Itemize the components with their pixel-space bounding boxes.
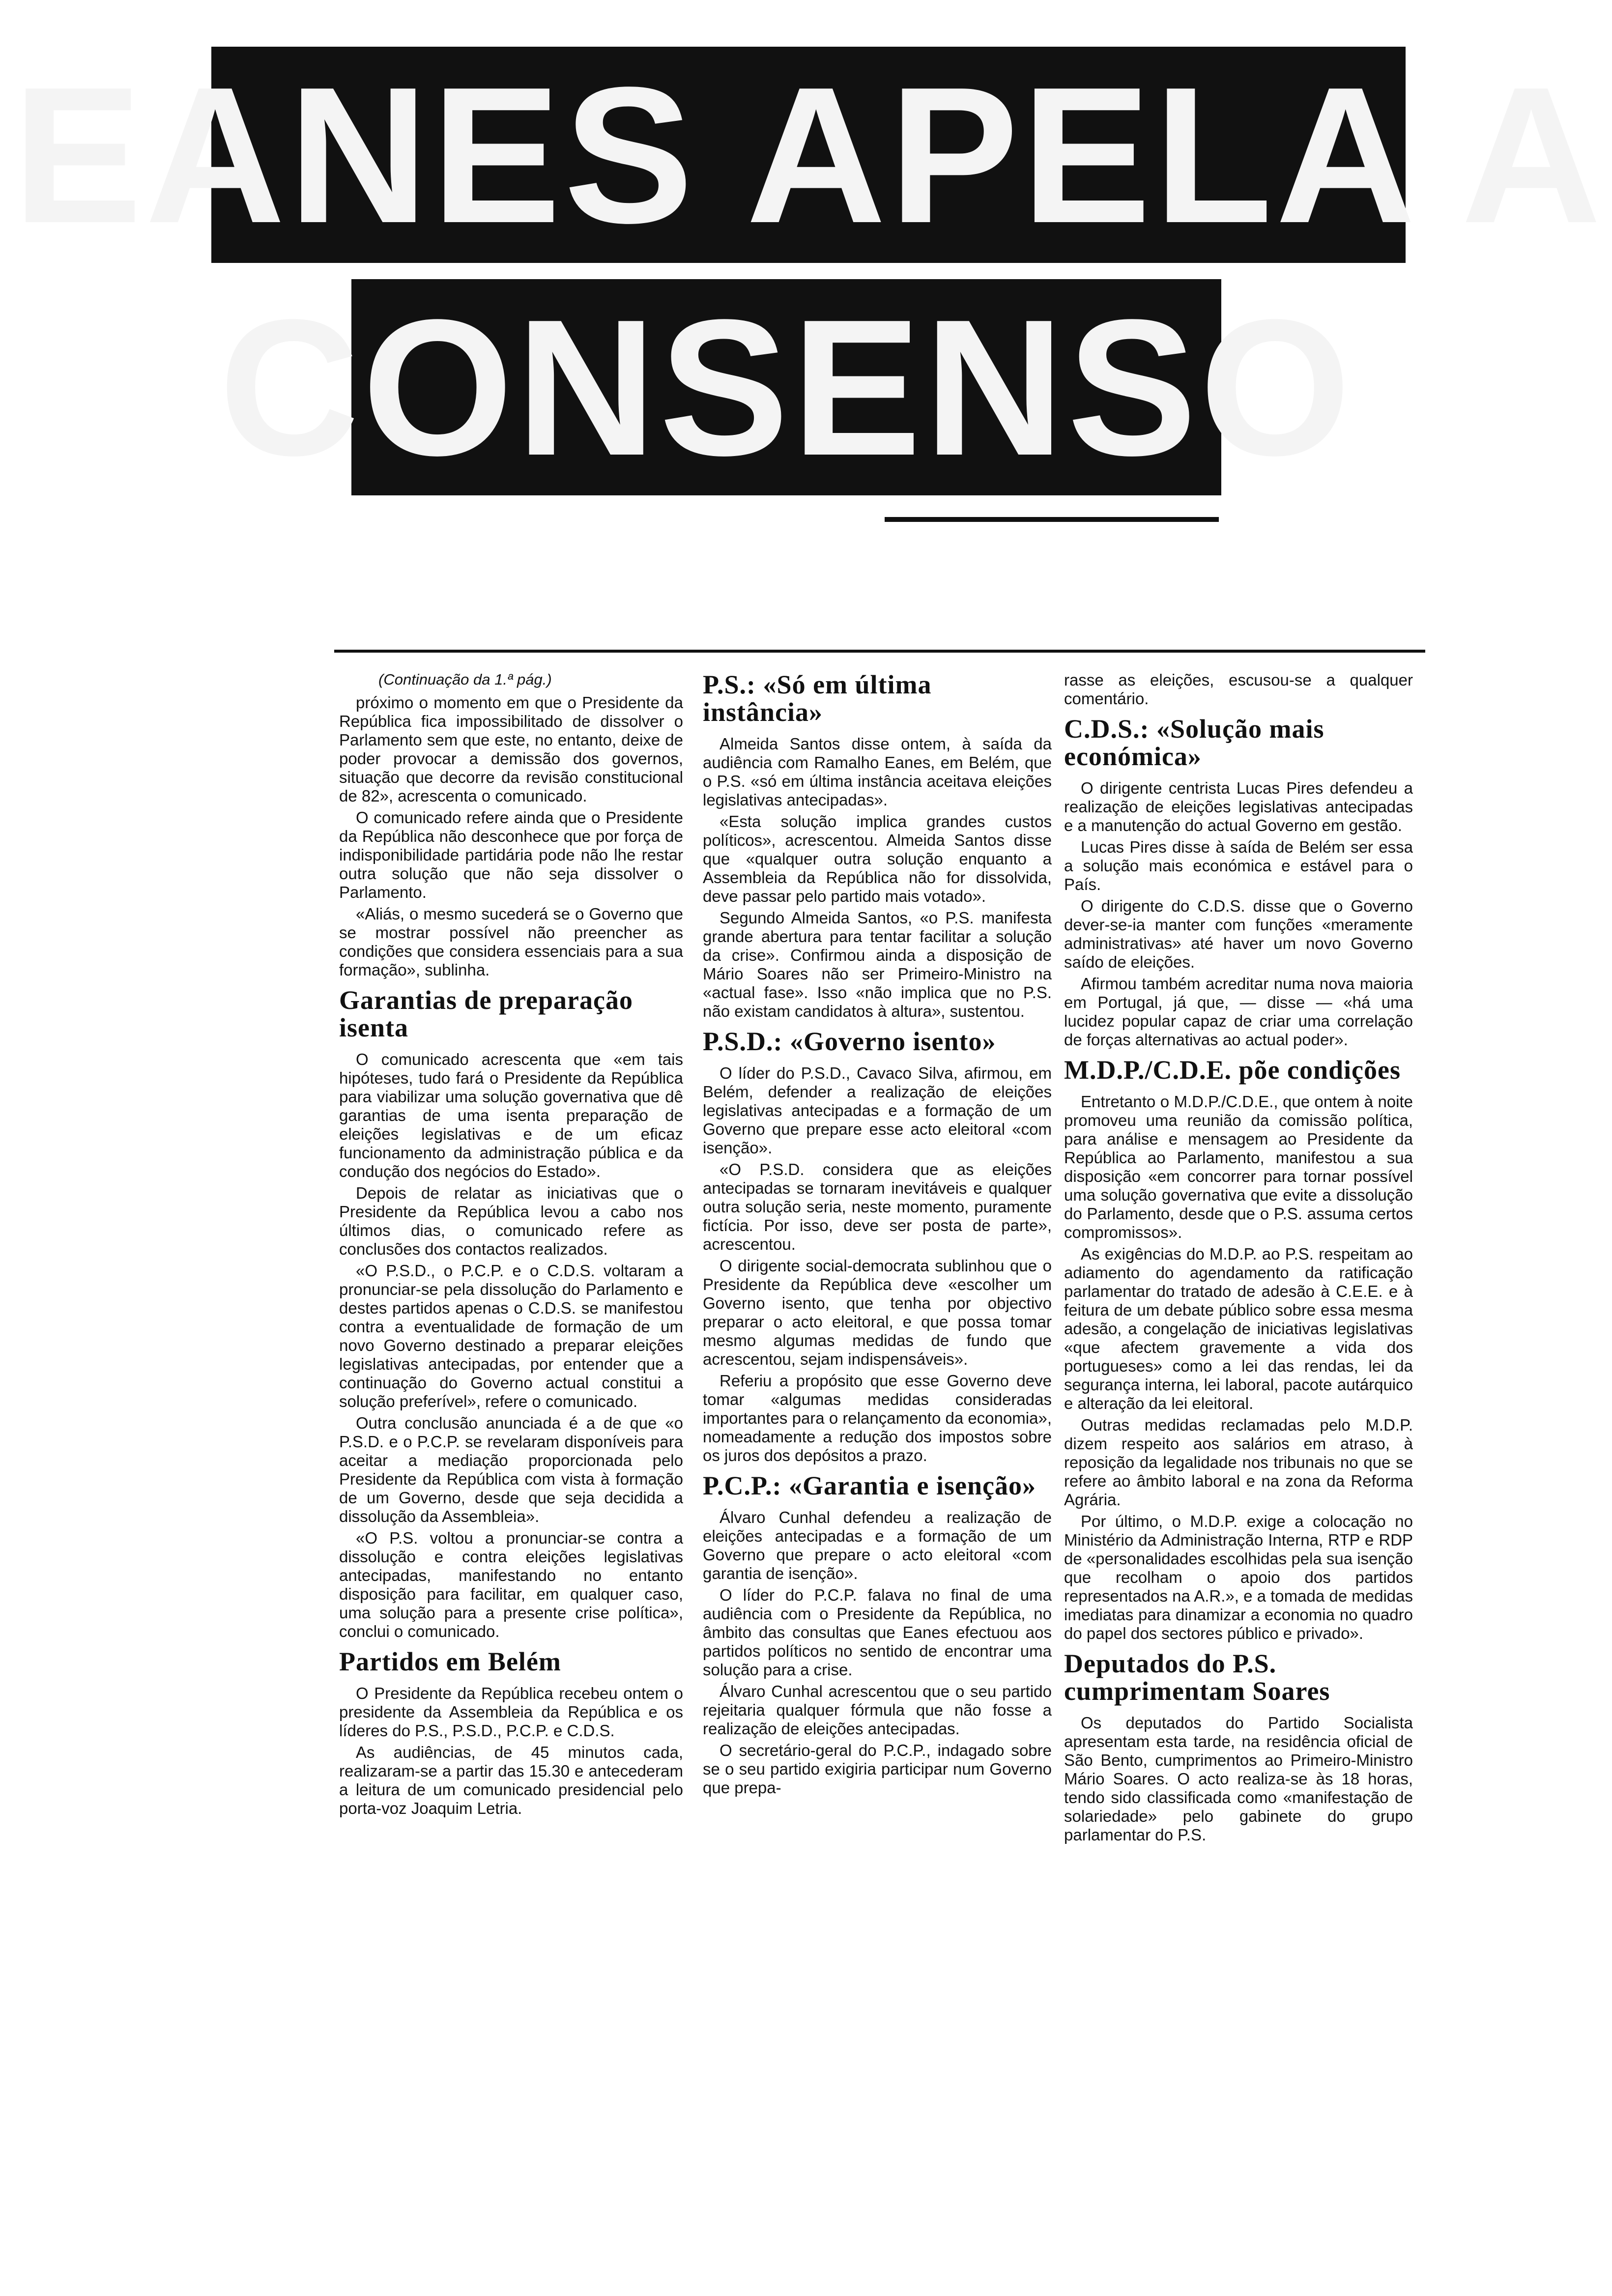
article-column-2 [703,671,1052,2175]
paragraph: O dirigente centrista Lucas Pires defendeu a realização de eleições legislativas antecipadas e a manutenção do actual Governo em gestão. [1064,779,1413,834]
article-column-1 [339,671,683,2175]
paragraph: «O P.S.D. considera que as eleições antecipadas se tornaram inevitáveis e qualquer outra solução seria, neste momento, puramente fictícia. Por isso, deve ser posta de parte», acrescentou. [703,1160,1052,1253]
paragraph: Almeida Santos disse ontem, à saída da audiência com Ramalho Eanes, em Belém, que o P.S. «só em última instância aceitava eleições legislativas antecipadas». [703,735,1052,809]
paragraph: O secretário-geral do P.C.P., indagado sobre se o seu partido exigiria participar num Governo que prepa- [703,1741,1052,1797]
paragraph: próximo o momento em que o Presidente da República fica impossibilitado de dissolver o Parlamento sem que este, no entanto, deixe de poder provocar a demissão dos governos, situação que decorre da revisão constitucional de 82», acrescenta o comunicado. [339,693,683,805]
subheading: P.S.D.: «Governo isento» [703,1027,996,1056]
paragraph: O líder do P.S.D., Cavaco Silva, afirmou, em Belém, defender a realização de eleições legislativas antecipadas e a formação de um Governo que prepare esse acto eleitoral «com isenção». [703,1064,1052,1157]
paragraph: Os deputados do Partido Socialista apresentam esta tarde, na residência oficial de São Bento, cumprimentos ao Primeiro-Ministro Mário Soares. O acto realiza-se às 18 horas, tendo sido classificada como «manifestação de solariedade» pelo gabinete do grupo parlamentar do P.S. [1064,1714,1413,1844]
paragraph: Álvaro Cunhal defendeu a realização de eleições antecipadas e a formação de um Governo que prepare o acto eleitoral «com garantia de isenção». [703,1508,1052,1582]
subheading: P.C.P.: «Garantia e isenção» [703,1471,1036,1500]
subheading: Deputados do P.S. cumprimentam Soares [1064,1649,1330,1706]
paragraph: «Esta solução implica grandes custos políticos», acrescentou. Almeida Santos disse que «qualquer outra solução enquanto a Assembleia da República não for dissolvida, deve passar pelo partido mais votado». [703,812,1052,905]
headline-line-1-text: EANES APELA A [12,46,1605,263]
paragraph: O comunicado acrescenta que «em tais hipóteses, tudo fará o Presidente da República para viabilizar uma solução governativa que dê garantias de uma isenta preparação de eleições legislativas e de um eficaz funcionamento da administração pública e da condução dos negócios do Estado». [339,1050,683,1180]
subheading: Garantias de preparação isenta [339,985,633,1042]
rule-under-headline [885,517,1219,522]
paragraph: «Aliás, o mesmo sucederá se o Governo que se mostrar possível não preencher as condições que considera essenciais para a sua formação», sublinha. [339,905,683,979]
paragraph: Álvaro Cunhal acrescentou que o seu partido rejeitaria qualquer fórmula que não fosse a realização de eleições antecipadas. [703,1682,1052,1738]
paragraph: rasse as eleições, escusou-se a qualquer comentário. [1064,671,1413,708]
subheading: P.S.: «Só em última instância» [703,670,932,727]
paragraph: Depois de relatar as iniciativas que o Presidente da República levou a cabo nos últimos dias, o comunicado refere as conclusões dos contactos realizados. [339,1184,683,1258]
paragraph: «O P.S. voltou a pronunciar-se contra a dissolução e contra eleições legislativas antecipadas, manifestando no entanto disposição para facilitar, em qualquer caso, uma solução para a presente crise política», conclui o comunicado. [339,1529,683,1640]
subheading: C.D.S.: «Solução mais económica» [1064,714,1324,771]
paragraph: Entretanto o M.D.P./C.D.E., que ontem à noite promoveu uma reunião da comissão política, para análise e mensagem ao Presidente da República ao Parlamento, manifestou a sua disposição «em concorrer para tornar possível uma solução governativa que evite a dissolução do Parlamento, desde que o P.S. assuma certos compromissos». [1064,1092,1413,1241]
rule-above-columns [334,650,1425,653]
article-column-3 [1064,671,1413,2175]
paragraph: O dirigente do C.D.S. disse que o Governo dever-se-ia manter com funções «meramente administrativas» até haver um novo Governo saído de eleições. [1064,897,1413,971]
continuation-note: (Continuação da 1.ª pág.) [378,671,552,688]
headline-line-1 [12,46,1605,263]
paragraph: Segundo Almeida Santos, «o P.S. manifesta grande abertura para tentar facilitar a solução da crise». Confirmou ainda a disposição de Mário Soares não ser Primeiro-Ministro na «actual fase». Isso «não implica que no P.S. não existam candidatos à altura», sustentou. [703,909,1052,1020]
subheading: M.D.P./C.D.E. põe condições [1064,1055,1401,1085]
paragraph: Outra conclusão anunciada é a de que «o P.S.D. e o P.C.P. se revelaram disponíveis para aceitar a mediação proporcionada pelo Presidente da República com vista à formação de um Governo, desde que seja decidida a dissolução da Assembleia». [339,1414,683,1525]
paragraph: Outras medidas reclamadas pelo M.D.P. dizem respeito aos salários em atraso, à reposição da legalidade nos tribunais no que se refere ao âmbito laboral e na zona da Reforma Agrária. [1064,1416,1413,1509]
paragraph: Referiu a propósito que esse Governo deve tomar «algumas medidas consideradas importantes para o relançamento da economia», nomeadamente a redução dos impostos sobre os juros dos depósitos a prazo. [703,1372,1052,1464]
paragraph: Afirmou também acreditar numa nova maioria em Portugal, já que, — disse — «há uma lucidez popular capaz de criar uma correlação de forças alternativas ao actual poder». [1064,975,1413,1049]
paragraph: O líder do P.C.P. falava no final de uma audiência com o Presidente da República, no âmbito das consultas que Eanes efectuou aos partidos políticos no sentido de encontrar uma solução para a crise. [703,1586,1052,1679]
paragraph: Lucas Pires disse à saída de Belém ser essa a solução mais económica e estável para o País. [1064,838,1413,893]
paragraph: O comunicado refere ainda que o Presidente da República não desconhece que por força de indisponibilidade partidária pode não lhe restar outra solução que não seja dissolver o Parlamento. [339,808,683,901]
paragraph: As exigências do M.D.P. ao P.S. respeitam ao adiamento do agendamento da ratificação parlamentar do tratado de adesão à C.E.E. e à feitura de um debate público sobre essa mesma adesão, a congelação de iniciativas legislativas «que afectem gravemente a vida dos portugueses» como a lei das rendas, lei da segurança interna, lei laboral, pacote autárquico e alteração da lei eleitoral. [1064,1245,1413,1412]
paragraph: As audiências, de 45 minutos cada, realizaram-se a partir das 15.30 e antecederam a leitura de um comunicado presidencial pelo porta-voz Joaquim Letria. [339,1743,683,1817]
paragraph: Por último, o M.D.P. exige a colocação no Ministério da Administração Interna, RTP e RDP de «personalidades escolhidas pela sua isenção que recolham o apoio dos partidos representados na A.R.», e a tomada de medidas imediatas para dinamizar a economia no quadro do papel dos sectores público e privado». [1064,1512,1413,1642]
headline-line-2-text: CONSENSO [219,278,1354,496]
paragraph: O Presidente da República recebeu ontem o presidente da Assembleia da República e os líderes do P.S., P.S.D., P.C.P. e C.D.S. [339,1684,683,1740]
paragraph: «O P.S.D., o P.C.P. e o C.D.S. voltaram a pronunciar-se pela dissolução do Parlamento e destes partidos apenas o C.D.S. se manifestou contra a eventualidade de formação de um novo Governo destinado a preparar eleições legislativas antecipadas, por entender que a continuação do Governo actual constitui a solução preferível», refere o comunicado. [339,1262,683,1410]
subheading: Partidos em Belém [339,1647,561,1676]
paragraph: O dirigente social-democrata sublinhou que o Presidente da República deve «escolher um Governo isento, que tenha por objectivo preparar o acto eleitoral, e que possa tomar mesmo algumas medidas de fundo que acrescentou, sejam indispensáveis». [703,1257,1052,1368]
headline-line-2 [219,278,1354,496]
